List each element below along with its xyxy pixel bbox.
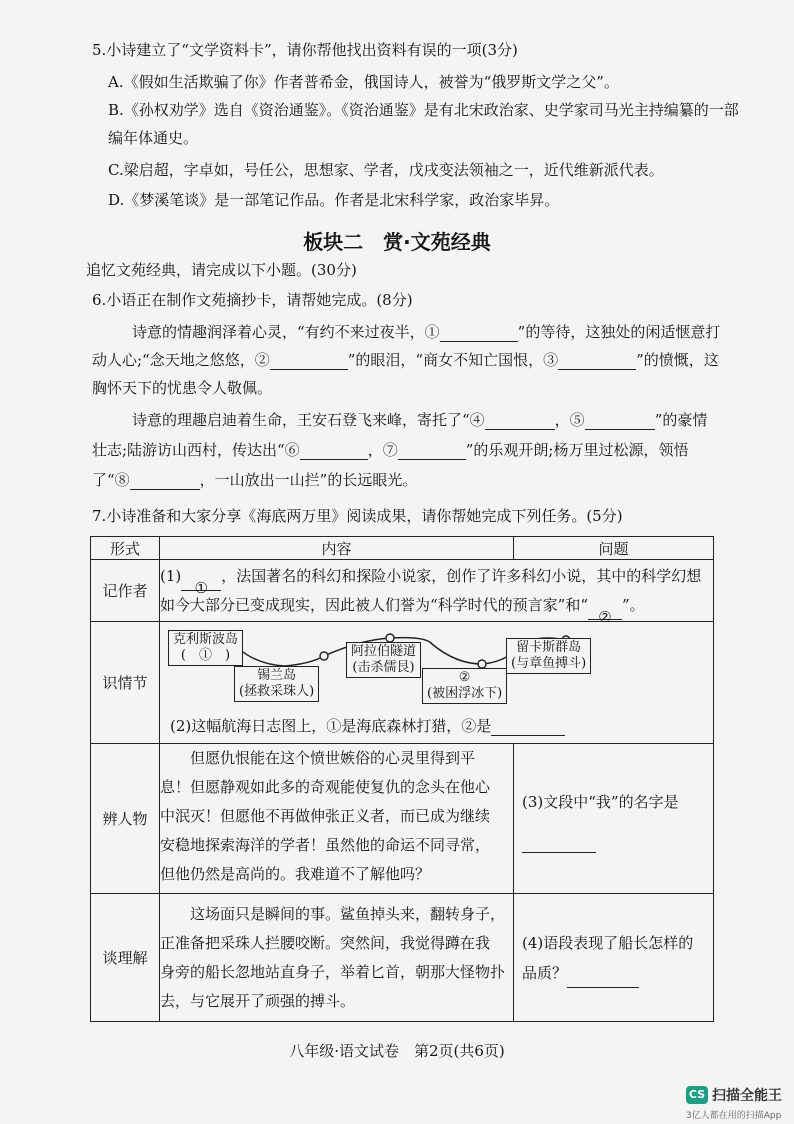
scanner-tagline: 3亿人都在用的扫描App (686, 1111, 782, 1121)
understanding-question: (4)语段表现了船长怎样的 品质？ (514, 894, 714, 1022)
blank-1[interactable] (440, 325, 518, 342)
row-label-character: 辨人物 (91, 744, 160, 894)
blank-8[interactable] (130, 473, 200, 490)
table-row (91, 894, 714, 1022)
q5-option-c: C.梁启超，字卓如，号任公，思想家、学者，戊戌变法领袖之一，近代维新派代表。 (108, 161, 664, 179)
camscanner-logo-icon: CS (686, 1086, 708, 1104)
section-title: 板块二 赏·文苑经典 (303, 230, 491, 254)
header-content: 内容 (160, 537, 514, 560)
node-lucayan-islands: 留卡斯群岛 (与章鱼搏斗) (506, 638, 591, 674)
plot-question: (2)这幅航海日志图上，①是海底森林打猎，②是 (170, 716, 565, 736)
header-form: 形式 (91, 537, 160, 560)
scanner-watermark (686, 1085, 782, 1121)
author-blank-2[interactable]: ② (588, 603, 622, 620)
q5-stem: 5.小诗建立了“文学资料卡”，请你帮他找出资料有误的一项(3分) (92, 41, 518, 59)
q6-stem: 6.小语正在制作文苑摘抄卡，请帮她完成。(8分) (92, 291, 413, 309)
plot-content (160, 622, 714, 744)
understanding-passage: 这场面只是瞬间的事。鲨鱼掉头来，翻转身子， 正准备把采珠人拦腰咬断。突然间，我觉得蹲在我 身旁的船长忽地站直身子，举着匕首，朝那大怪物扑 去，与它展开了顽强的搏斗。 (160, 894, 514, 1022)
character-question: (3)文段中“我”的名字是 (514, 744, 714, 894)
table-header-row (91, 537, 714, 560)
q6-p2-line2: 壮志;陆游访山西村，传达出“⑥ ，⑦ ”的乐观开朗;杨万里过松源，领悟 (92, 441, 689, 459)
character-passage: 但愿仇恨能在这个愤世嫉俗的心灵里得到平 息！但愿静观如此多的奇观能使复仇的念头在他心 中泯灭！但愿他不再做伸张正义者，而已成为继续 安稳地探索海洋的学者！虽然他的命运不同寻常， 但他仍然是高尚的。我难道不了解他吗？ (160, 744, 514, 894)
blank-2[interactable] (270, 353, 348, 370)
blank-5[interactable] (585, 413, 655, 430)
node-arabian-tunnel: 阿拉伯隧道 (击杀儒艮) (346, 642, 421, 678)
q6-p1-line3: 胸怀天下的忧患令人敬佩。 (92, 379, 273, 397)
q5-option-b: B.《孙权劝学》选自《资治通鉴》。《资治通鉴》是有北宋政治家、史学家司马光主持编纂的一部 (108, 101, 739, 119)
blank-4[interactable] (485, 413, 555, 430)
plot-blank[interactable] (491, 719, 565, 736)
q6-p2-line3: 了“⑧ ，一山放出一山拦”的长远眼光。 (92, 471, 418, 489)
row-label-understanding: 谈理解 (91, 894, 160, 1022)
header-question: 问题 (514, 537, 714, 560)
q7-table (90, 536, 714, 1022)
node-crete-blank[interactable]: ( ① ) (180, 648, 231, 663)
q6-p2-line1: 诗意的理趣启迪着生命，王安石登飞来峰，寄托了“④ ，⑤ ”的豪情 (132, 411, 708, 429)
table-row (91, 560, 714, 622)
section-intro: 追忆文苑经典，请完成以下小题。(30分) (86, 261, 357, 279)
table-row (91, 744, 714, 894)
node-ceylon-island: 锡兰岛 (拯救采珠人) (234, 666, 319, 702)
q5-option-b-cont: 编年体通史。 (108, 129, 199, 147)
row-label-author: 记作者 (91, 560, 160, 622)
q5-option-a: A.《假如生活欺骗了你》作者普希金，俄国诗人，被誉为“俄罗斯文学之父”。 (108, 73, 619, 91)
q6-p1-line2: 动人心;“念天地之悠悠，② ”的眼泪，“商女不知亡国恨，③ ”的愤慨，这 (92, 351, 719, 369)
understanding-blank[interactable] (567, 971, 639, 988)
character-blank[interactable] (522, 836, 596, 853)
row-label-plot: 识情节 (91, 622, 160, 744)
blank-3[interactable] (558, 353, 636, 370)
q5-option-d: D.《梦溪笔谈》是一部笔记作品。作者是北宋科学家，政治家毕昇。 (108, 191, 560, 209)
q7-stem: 7.小诗准备和大家分享《海底两万里》阅读成果，请你帮她完成下列任务。(5分) (92, 507, 623, 525)
author-content: (1)①，法国著名的科幻和探险小说家，创作了许多科幻小说，其中的科学幻想 如今大部分已变成现实，因此被人们誉为“科学时代的预言家”和“②”。 (160, 560, 714, 622)
node-ice-blank[interactable]: ② (458, 670, 471, 685)
author-blank-1[interactable]: ① (181, 574, 221, 591)
node-ice-trap: ② (被困浮冰下) (422, 668, 507, 704)
page-footer: 八年级·语文试卷 第2页(共6页) (289, 1042, 505, 1060)
table-row (91, 622, 714, 744)
blank-7[interactable] (398, 443, 466, 460)
node-crete-island: 克利斯波岛 ( ① ) (168, 630, 243, 666)
scanner-name: 扫描全能王 (712, 1088, 782, 1104)
blank-6[interactable] (300, 443, 368, 460)
q6-p1-line1: 诗意的情趣润泽着心灵，“有约不来过夜半，① ”的等待，这独处的闲适惬意打 (132, 323, 721, 341)
